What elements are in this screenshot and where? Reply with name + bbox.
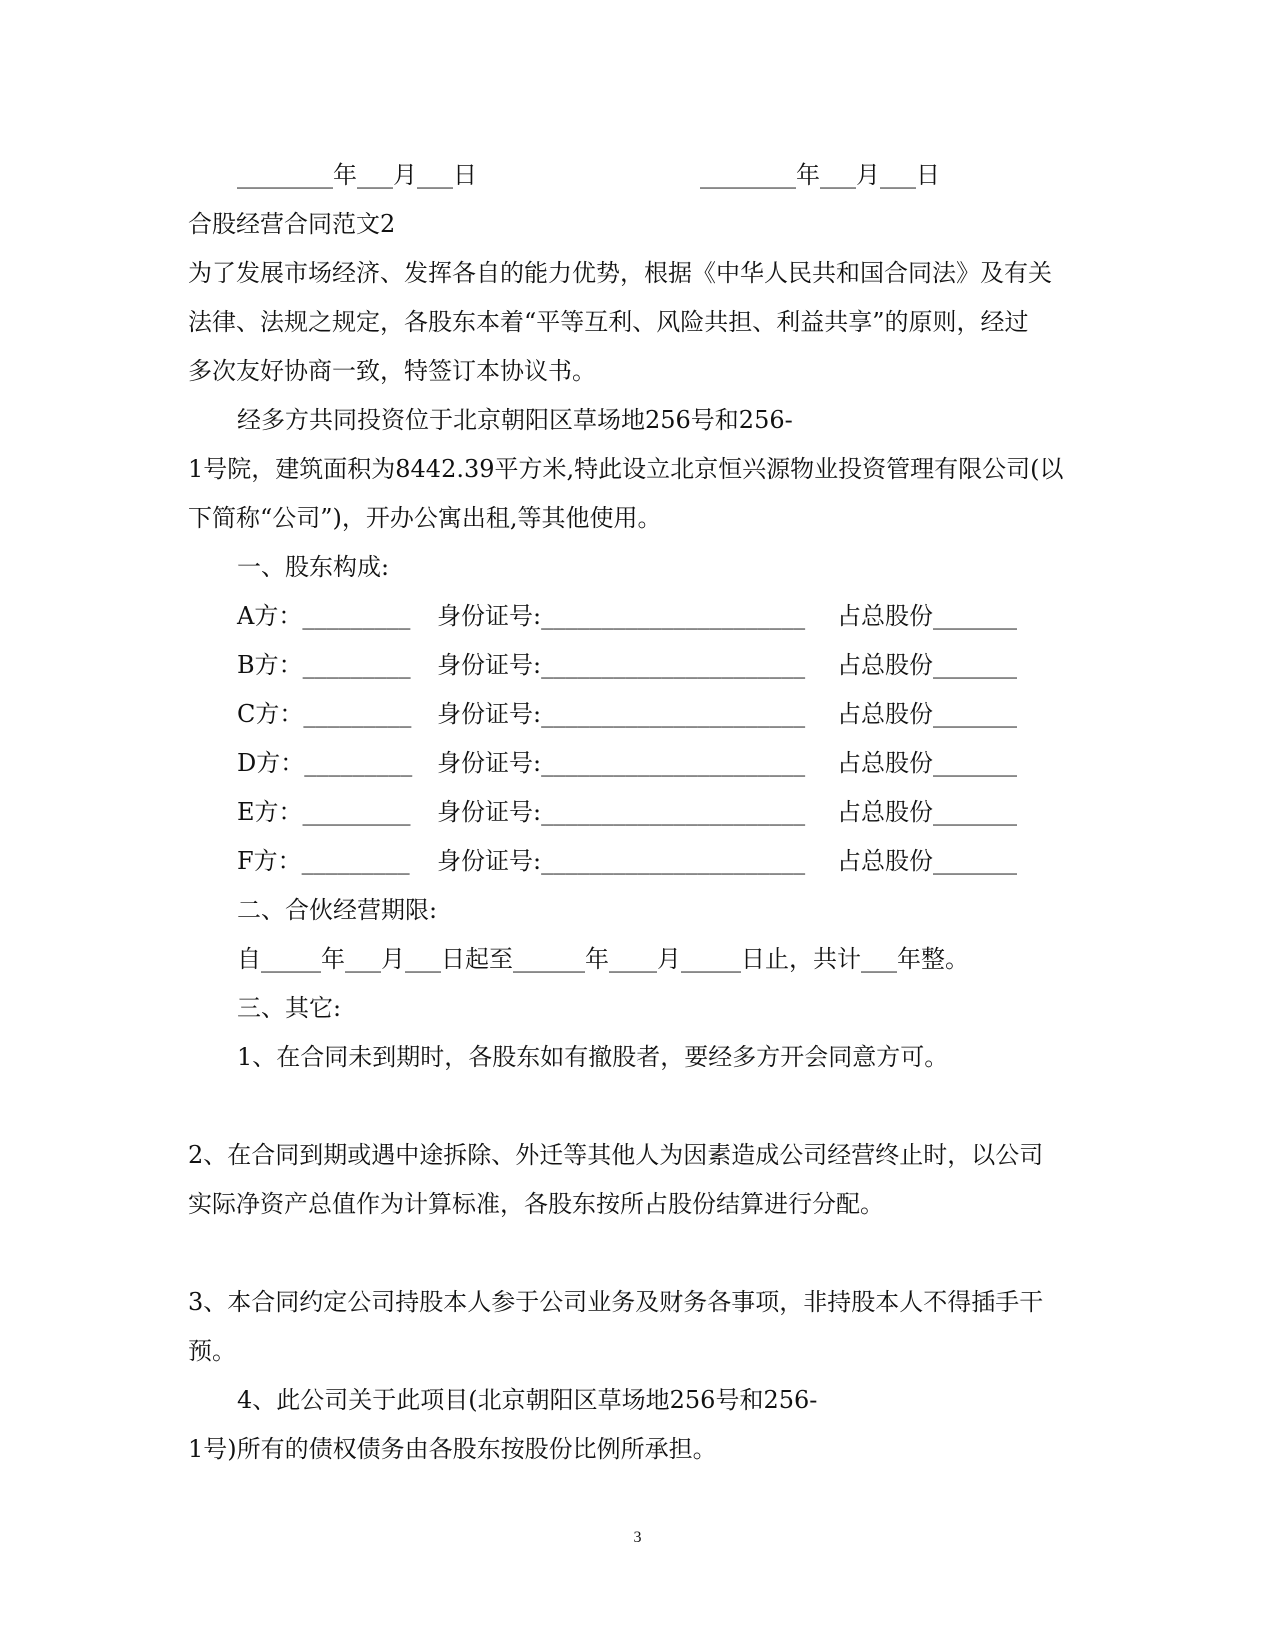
shareholder-id-field: 身份证号:______________________ xyxy=(437,602,806,630)
shareholder-id-field: 身份证号:______________________ xyxy=(437,749,806,777)
section-heading-other: 三、其它: xyxy=(237,994,342,1022)
shareholder-label: E方：_________ xyxy=(237,798,411,826)
clause-2-line: 2、在合同到期或遇中途拆除、外迁等其他人为因素造成公司经营终止时，以公司 xyxy=(188,1141,1044,1169)
shareholder-share-field: 占总股份_______ xyxy=(837,798,1017,826)
clause-1: 1、在合同未到期时，各股东如有撤股者，要经多方开会同意方可。 xyxy=(237,1043,949,1071)
shareholder-id-field: 身份证号:______________________ xyxy=(437,700,806,728)
investment-line: 1号院，建筑面积为8442.39平方米,特此设立北京恒兴源物业投资管理有限公司(以 xyxy=(188,455,1064,483)
document-title: 合股经营合同范文2 xyxy=(188,210,396,238)
section-heading-shareholders: 一、股东构成: xyxy=(237,553,390,581)
page-number: 3 xyxy=(633,1529,642,1546)
clause-2-line: 实际净资产总值作为计算标准，各股东按所占股份结算进行分配。 xyxy=(188,1190,884,1218)
shareholder-label: A方：_________ xyxy=(237,602,411,630)
clause-4-line: 1号)所有的债权债务由各股东按股份比例所承担。 xyxy=(188,1435,717,1463)
shareholder-id-field: 身份证号:______________________ xyxy=(437,798,806,826)
shareholder-share-field: 占总股份_______ xyxy=(837,651,1017,679)
shareholder-share-field: 占总股份_______ xyxy=(837,700,1017,728)
shareholder-share-field: 占总股份_______ xyxy=(837,602,1017,630)
clause-3-line: 3、本合同约定公司持股本人参于公司业务及财务各事项，非持股本人不得插手干 xyxy=(188,1288,1044,1316)
intro-line: 法律、法规之规定，各股东本着“平等互利、风险共担、利益共享”的原则，经过 xyxy=(188,308,1029,336)
shareholder-id-field: 身份证号:______________________ xyxy=(437,651,806,679)
shareholder-label: D方：_________ xyxy=(237,749,413,777)
shareholder-share-field: 占总股份_______ xyxy=(837,847,1017,875)
shareholder-label: B方：_________ xyxy=(237,651,411,679)
clause-3-line: 预。 xyxy=(188,1337,236,1365)
intro-line: 为了发展市场经济、发挥各自的能力优势，根据《中华人民共和国合同法》及有关 xyxy=(188,259,1052,287)
signature-date-left: ________年___月___日 xyxy=(237,161,477,189)
investment-line: 经多方共同投资位于北京朝阳区草场地256号和256- xyxy=(237,406,793,434)
shareholder-share-field: 占总股份_______ xyxy=(837,749,1017,777)
clause-4-line: 4、此公司关于此项目(北京朝阳区草场地256号和256- xyxy=(237,1386,818,1414)
section-heading-term: 二、合伙经营期限: xyxy=(237,896,438,924)
shareholder-label: F方：_________ xyxy=(237,847,410,875)
intro-line: 多次友好协商一致，特签订本协议书。 xyxy=(188,357,596,385)
investment-line: 下简称“公司”)，开办公寓出租,等其他使用。 xyxy=(188,504,662,532)
term-line: 自_____年___月___日起至______年____月_____日止，共计___年整。 xyxy=(237,945,969,973)
signature-date-right: ________年___月___日 xyxy=(700,161,940,189)
shareholder-id-field: 身份证号:______________________ xyxy=(437,847,806,875)
shareholder-label: C方：_________ xyxy=(237,700,412,728)
